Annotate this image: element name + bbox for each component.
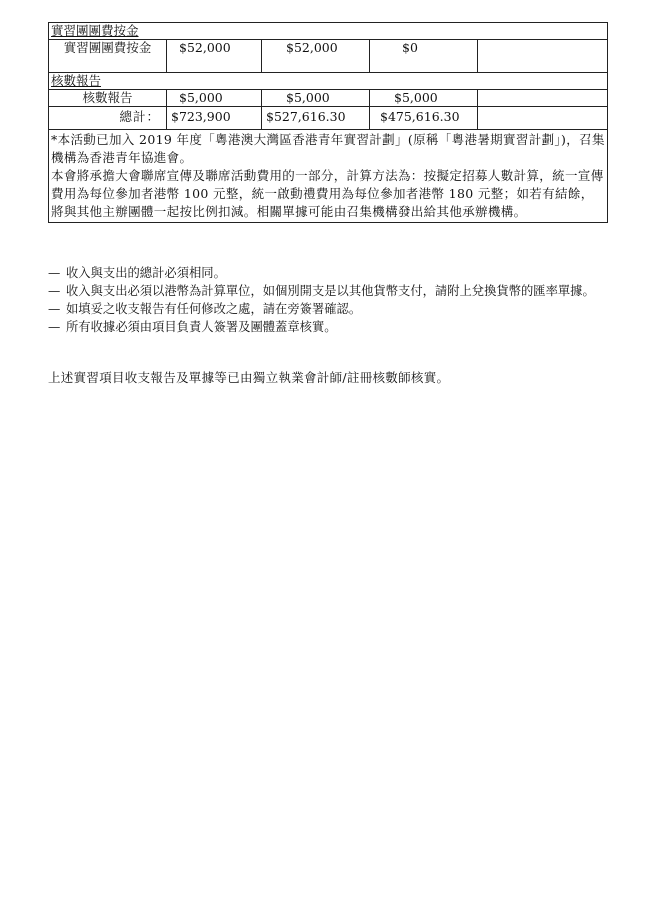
rules-list bbox=[48, 264, 608, 336]
list-item bbox=[48, 300, 608, 318]
amount-cell: $5,000 bbox=[167, 90, 262, 107]
total-cell: $475,616.30 bbox=[370, 107, 478, 130]
amount-cell: $5,000 bbox=[262, 90, 370, 107]
note-row bbox=[49, 130, 608, 223]
note-cell bbox=[49, 130, 608, 223]
rule-text: 收入與支出的總計必須相同。 bbox=[66, 266, 226, 280]
section-heading-audit: 核數報告 bbox=[49, 73, 608, 90]
rule-text: 所有收據必須由項目負責人簽署及團體蓋章核實。 bbox=[66, 320, 337, 334]
amount-cell: $52,000 bbox=[167, 40, 262, 73]
section-row-audit bbox=[49, 73, 608, 90]
row-label: 核數報告 bbox=[49, 90, 167, 107]
dash-bullet: — bbox=[48, 266, 61, 280]
rule-text: 收入與支出必須以港幣為計算單位，如個別開支是以其他貨幣支付，請附上兌換貨幣的匯率單據。 bbox=[66, 284, 595, 298]
section-row-subsidy bbox=[49, 23, 608, 40]
amount-cell bbox=[478, 40, 608, 73]
total-cell: $527,616.30 bbox=[262, 107, 370, 130]
amount-cell: $5,000 bbox=[370, 90, 478, 107]
dash-bullet: — bbox=[48, 302, 61, 316]
table-row-subsidy bbox=[49, 40, 608, 73]
row-label: 實習團團費按金 bbox=[49, 40, 167, 73]
amount-cell bbox=[478, 90, 608, 107]
total-cell: $723,900 bbox=[167, 107, 262, 130]
note-paragraph-2: 本會將承擔大會聯席宣傳及聯席活動費用的一部分，計算方法為：按擬定招募人數計算，統一宣傳費用為每位參加者港幣 100 元整，統一啟動禮費用為每位參加者港幣 180 元整；如若有結餘，將與其他主辦團體一起按比例扣減。相關單據可能由召集機構發出給其他承辦機構。 bbox=[51, 168, 604, 219]
list-item bbox=[48, 282, 608, 300]
table-row-total bbox=[49, 107, 608, 130]
amount-cell: $52,000 bbox=[262, 40, 370, 73]
verification-statement: 上述實習項目收支報告及單據等已由獨立執業會計師/註冊核數師核實。 bbox=[48, 370, 450, 385]
list-item bbox=[48, 318, 608, 336]
amount-cell: $0 bbox=[370, 40, 478, 73]
total-label: 總計： bbox=[49, 107, 167, 130]
dash-bullet: — bbox=[48, 284, 61, 298]
section-heading-subsidy: 實習團團費按金 bbox=[49, 23, 608, 40]
rule-text: 如填妥之收支報告有任何修改之處，請在旁簽署確認。 bbox=[66, 302, 362, 316]
dash-bullet: — bbox=[48, 320, 61, 334]
table-row-audit bbox=[49, 90, 608, 107]
total-cell bbox=[478, 107, 608, 130]
financial-table bbox=[48, 22, 608, 223]
note-paragraph-1: *本活動已加入 2019 年度「粵港澳大灣區香港青年實習計劃」(原稱「粵港暑期實習計劃」)，召集機構為香港青年協進會。 bbox=[51, 132, 605, 165]
list-item bbox=[48, 264, 608, 282]
